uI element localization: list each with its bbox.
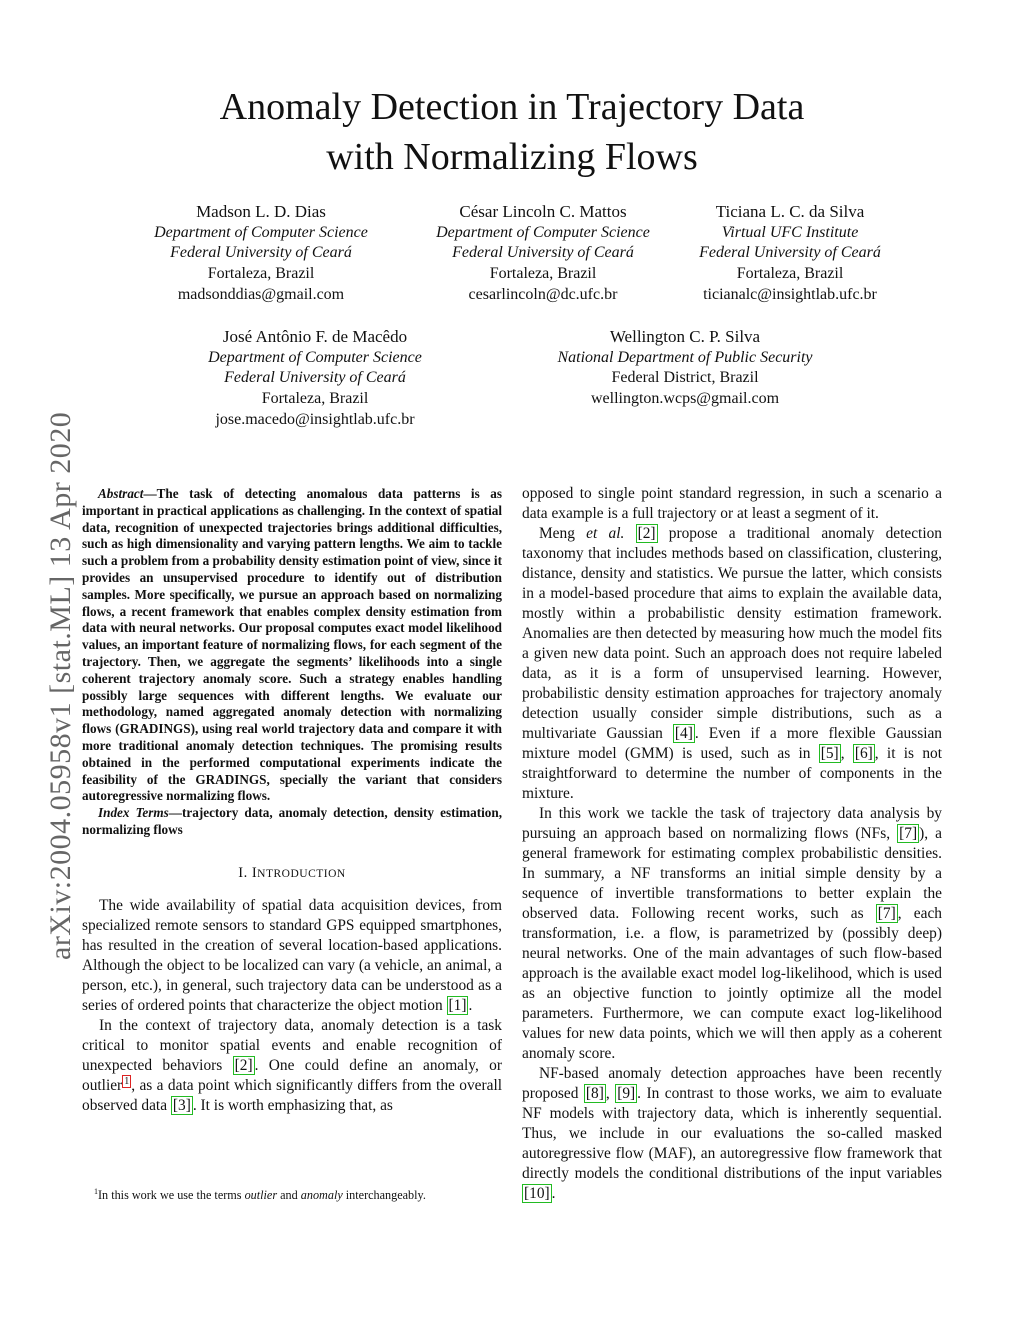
citation-link[interactable]: [6]: [854, 745, 873, 762]
citation-link[interactable]: [7]: [899, 825, 918, 842]
author-name: Wellington C. P. Silva: [609, 327, 761, 346]
paragraph-text: NF-based anomaly detection approaches have been recently proposed: [522, 1065, 942, 1102]
paragraph-text: propose a traditional anomaly detection taxonomy that includes methods based on classification, clustering, distance, density and statistics. We pursue the latter, which consists in a model-based procedure that aims to explain the available data, mostly within a probabilistic density estimation framework. Anomalies are then detected by measuring how much the model fits a given new data point. Such an approach does not require labeled data, as it is a form of unsupervised learning. However, probabilistic density estimation approaches for trajectory anomaly detection usually consider simple distributions, such as a multivariate Gaussian: [522, 525, 942, 742]
index-terms-label: Index Terms: [98, 805, 169, 821]
right-paragraph-1: Meng et al. [2] propose a traditional anomaly detection taxonomy that includes methods based on classification, clustering, distance, density and statistics. We pursue the latter, which consists in a model-based procedure that aims to explain the available data, mostly within a probabilistic density estimation framework. Anomalies are then detected by measuring how much the model fits a given new data point. Such an approach does not require labeled data, as it is a form of unsupervised learning. However, probabilistic density estimation approaches for trajectory anomaly detection usually consider simple distributions, such as a multivariate Gaussian [4] . Even if a more flexible Gaussian mixture model (GMM) is used, such as in [5] , [6] , it is not straightforward to determine the number of components in the mixture.: [522, 525, 943, 802]
author-dept: Department of Computer Science: [154, 223, 368, 241]
citation-link[interactable]: [2]: [234, 1056, 253, 1074]
author-name: Ticiana L. C. da Silva: [715, 202, 865, 221]
author-inst: Federal University of Ceará: [170, 244, 352, 262]
citation-link[interactable]: [1]: [448, 996, 467, 1014]
author-location: Fortaleza, Brazil: [736, 265, 844, 283]
author-block-3: [650, 202, 930, 306]
author-inst: Federal District, Brazil: [611, 369, 759, 387]
author-name: José Antônio F. de Macêdo: [222, 327, 408, 346]
section-number: I. I: [238, 864, 258, 881]
footnote-text: In this work we use the terms: [98, 1188, 245, 1203]
author-inst: Federal University of Ceará: [224, 369, 406, 387]
author-dept: Virtual UFC Institute: [721, 223, 859, 241]
paragraph-text: , it is not straightforward to determine the number of components in the mixture.: [522, 745, 942, 802]
left-column: [82, 486, 502, 1116]
paragraph-text: . In contrast to those works, we aim to evaluate NF models with trajectory data, which is inherently sequential. Thus, we include in our evaluations the so-called masked autoregressive flow (MAF), an autoregressive flow framework that directly models the conditional distributions of the input variables: [522, 1085, 942, 1182]
author-block-4: [170, 327, 460, 431]
author-location: Fortaleza, Brazil: [489, 265, 597, 283]
paragraph-text: . It is worth emphasizing that, as: [192, 1096, 393, 1114]
intro-paragraph-2: [82, 1016, 502, 1116]
author-dept: Department of Computer Science: [436, 223, 650, 241]
author-location: Fortaleza, Brazil: [261, 390, 369, 408]
author-inst: Federal University of Ceará: [452, 244, 634, 262]
abstract: Abstract—The task of detecting anomalous data patterns is as important in practical applications as challenging. In the context of spatial data, recognition of unexpected trajectories brings additional difficulties, such as high dimensionality and varying pattern lengths. We aim to tackle such a problem from a probability density estimation point of view, since it provides an unsupervised procedure to identify out of distribution samples. More specifically, we pursue an approach based on normalizing flows, a recent framework that enables complex density estimation from data with neural networks. Our proposal computes exact model likelihood values, an important feature of normalizing flows, for each segment of the trajectory. Then, we aggregate the segments’ likelihoods into a single coherent trajectory anomaly score. Such a strategy enables handling possibly large sequences with different lengths. We evaluate our methodology, named aggregated anomaly detection with normalizing flows (GRADINGS), using real world trajectory data and compare it with more traditional anomaly detection techniques. The promising results obtained in the performed computational experiments indicate the feasibility of the GRADINGS, specially the variant that considers autoregressive normalizing flows.: [82, 486, 502, 804]
footnote-link[interactable]: 1: [124, 1075, 130, 1087]
citation-link[interactable]: [3]: [172, 1096, 191, 1114]
footnote-text: interchangeably.: [342, 1188, 426, 1203]
title-line-2: with Normalizing Flows: [326, 136, 698, 178]
paragraph-text: , each transformation, i.e. a flow, is parametrized by (possibly deep) neural networks. One of the main advantages of such flow-based approach is the available exact model log-likelihood, which is used as an objective function to jointly optimize all the model parameters. Furthermore, we can compute exact log-likelihood values for new data points, which we will then apply as a coherent anomaly score.: [522, 905, 942, 1062]
paragraph-text: Meng: [539, 525, 587, 542]
paragraph-text: In the context of trajectory data, anomaly detection is a task critical to monitor spatial events and enable recognition of unexpected behaviors: [82, 1016, 502, 1074]
author-block-1: [100, 202, 422, 306]
paragraph-text: et al.: [586, 525, 625, 542]
paragraph-text: ), a general framework for estimating complex probabilistic densities. In summary, a NF transforms an initial simple density by a sequence of invertible transformations to better explain the observed data. Following recent works, such as: [522, 825, 943, 922]
author-email[interactable]: wellington.wcps@gmail.com: [590, 390, 780, 408]
title-line-1: Anomaly Detection in Trajectory Data: [219, 86, 805, 128]
index-terms-text: trajectory data, anomaly detection, density estimation, normalizing flows: [82, 805, 502, 837]
citation-link[interactable]: [8]: [585, 1085, 604, 1102]
paragraph-text: , as a data point which significantly differs from the overall observed data: [82, 1076, 502, 1114]
right-paragraph-0: opposed to single point standard regression, in such a scenario a data example is a full trajectory or at least a segment of it.: [522, 485, 942, 522]
citation-link[interactable]: [9]: [617, 1085, 636, 1102]
right-paragraph-2: [522, 804, 942, 1064]
footnote-term: outlier: [244, 1188, 278, 1203]
citation-link[interactable]: [4]: [674, 725, 693, 742]
arxiv-id[interactable]: arXiv:2004.05958v1 [stat.ML] 13 Apr 2020: [44, 411, 77, 960]
author-dept: Department of Computer Science: [208, 348, 422, 366]
author-location: Fortaleza, Brazil: [207, 265, 315, 283]
author-block-5: [530, 327, 840, 410]
author-inst: Federal University of Ceará: [699, 244, 881, 262]
author-email[interactable]: madsonddias@gmail.com: [177, 285, 345, 303]
citation-link[interactable]: [2]: [637, 525, 656, 542]
section-title: NTRODUCTION: [257, 867, 346, 880]
citation-link[interactable]: [7]: [877, 905, 896, 922]
abstract-label: Abstract: [98, 486, 144, 501]
author-name: César Lincoln C. Mattos: [459, 202, 627, 221]
right-column: [522, 484, 942, 1204]
right-paragraph-3: NF-based anomaly detection approaches have been recently proposed [8] , [9] . In contrast to those works, we aim to evaluate NF models with trajectory data, which is inherently sequential. Thus, we include in our evaluations the so-called masked autoregressive flow (MAF), an autoregressive flow framework that directly models the conditional distributions of the input variables [10] .: [522, 1065, 942, 1202]
index-terms: Index Terms—trajectory data, anomaly detection, density estimation, normalizing flows: [82, 805, 502, 837]
section-heading-introduction: [82, 863, 502, 884]
author-dept: National Department of Public Security: [557, 348, 813, 366]
paragraph-text: [624, 525, 635, 542]
footnote-number: 1: [94, 1187, 98, 1196]
paragraph-text: . One could define an anomaly, or outlier: [82, 1056, 503, 1094]
author-email[interactable]: ticianalc@insightlab.ufc.br: [703, 285, 877, 303]
paragraph-text: The wide availability of spatial data acquisition devices, from specialized remote sensors to standard GPS equipped smartphones, has resulted in the creation of several location-based applications. Although the object to be localized can vary (a vehicle, an animal, a person, etc.), in general, such trajectory data can be understood as a series of ordered points that characterize the object motion: [82, 896, 502, 1014]
paragraph-text: In this work we tackle the task of trajectory data analysis by pursuing an approach based on normalizing flows (NFs,: [522, 805, 942, 842]
abstract-text: The task of detecting anomalous data patterns is as important in practical applications as challenging. In the context of spatial data, recognition of unexpected trajectories brings additional difficulties, such as high dimensionality and varying pattern lengths. We aim to tackle such a problem from a probability density estimation point of view, since it provides an unsupervised procedure to identify out of distribution samples. More specifically, we pursue an approach based on normalizing flows, a recent framework that enables complex density estimation from data with neural networks. Our proposal computes exact model likelihood values, an important feature of normalizing flows, for each segment of the trajectory. Then, we aggregate the segments’ likelihoods into a single coherent trajectory anomaly score. Such a strategy enables handling possibly large sequences with different lengths. We evaluate our methodology, named aggregated anomaly detection with normalizing flows (GRADINGS), using real world trajectory data and compare it with more traditional anomaly detection techniques. The promising results obtained in the performed computational experiments indicate the feasibility of the GRADINGS, specially the variant that considers autoregressive normalizing flows.: [82, 486, 502, 804]
paragraph-text: . Even if a more flexible Gaussian mixture model (GMM) is used, such as in: [522, 725, 943, 762]
footnote-term: anomaly: [300, 1188, 343, 1203]
paper-title: [0, 82, 1024, 182]
author-name: Madson L. D. Dias: [196, 202, 326, 221]
citation-link[interactable]: [10]: [524, 1185, 550, 1202]
intro-paragraph-1: The wide availability of spatial data acquisition devices, from specialized remote sensors to standard GPS equipped smartphones, has resulted in the creation of several location-based applications. Although the object to be localized can vary (a vehicle, an animal, a person, etc.), in general, such trajectory data can be understood as a series of ordered points that characterize the object motion [1] .: [82, 896, 502, 1014]
citation-link[interactable]: [5]: [820, 745, 839, 762]
author-email[interactable]: jose.macedo@insightlab.ufc.br: [215, 410, 415, 428]
footnote-text: and: [277, 1188, 301, 1203]
author-email[interactable]: cesarlincoln@dc.ufc.br: [468, 285, 618, 303]
footnote: [82, 1184, 502, 1203]
